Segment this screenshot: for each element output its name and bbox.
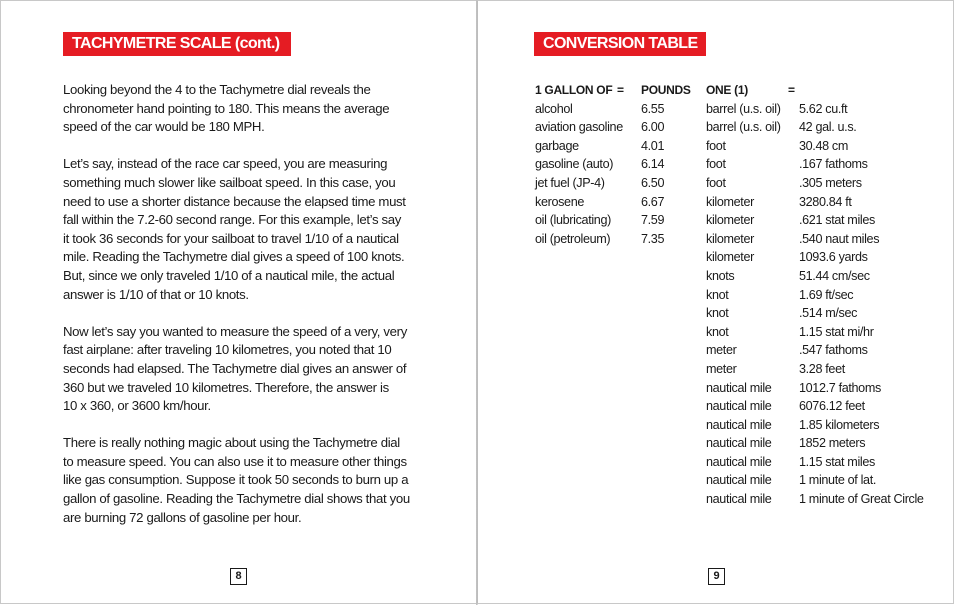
unit-cell: nautical mile: [706, 380, 772, 395]
unit-cell: foot: [706, 175, 726, 190]
pounds-value-cell: 6.55: [641, 101, 665, 116]
equivalent-cell: .514 m/sec: [799, 306, 858, 321]
pounds-value-cell: 6.00: [641, 120, 665, 135]
right-page: [477, 0, 954, 604]
equivalent-cell: 1 minute of lat.: [799, 473, 877, 488]
unit-cell: nautical mile: [706, 492, 772, 507]
page-number: 9: [708, 568, 725, 585]
equivalent-cell: .305 meters: [799, 175, 862, 190]
gallon-item-cell: oil (lubricating): [535, 213, 611, 228]
equivalent-cell: 42 gal. u.s.: [799, 120, 857, 135]
unit-cell: nautical mile: [706, 399, 772, 414]
gallon-item-cell: alcohol: [535, 101, 573, 116]
gallon-item-cell: aviation gasoline: [535, 120, 623, 135]
equivalent-cell: 1.69 ft/sec: [799, 287, 854, 302]
equivalent-cell: 3280.84 ft: [799, 194, 852, 209]
gallon-item-cell: garbage: [535, 138, 579, 153]
gallon-item-cell: oil (petroleum): [535, 231, 611, 246]
equivalent-cell: 3.28 feet: [799, 361, 845, 376]
equivalent-cell: 1852 meters: [799, 436, 866, 451]
unit-cell: knot: [706, 287, 729, 302]
unit-cell: foot: [706, 138, 726, 153]
unit-cell: knots: [706, 268, 735, 283]
equivalent-cell: 1.15 stat mi/hr: [799, 324, 874, 339]
equivalent-cell: 6076.12 feet: [799, 399, 865, 414]
equivalent-cell: 1093.6 yards: [799, 250, 868, 265]
unit-cell: barrel (u.s. oil): [706, 101, 781, 116]
equivalent-cell: .540 naut miles: [799, 231, 880, 246]
unit-cell: nautical mile: [706, 417, 772, 432]
page-number: 8: [230, 568, 247, 585]
paragraph: There is really nothing magic about using the Tachymetre dial to measure speed. You can also use it to measure other things like gas consumption. Suppose it took 50 seconds to burn up a gallon of gasoline. Reading the Tachymetre dial shows that you are burning 72 gallons of gasoline per hour.: [63, 435, 410, 525]
unit-cell: knot: [706, 324, 729, 339]
section-heading: TACHYMETRE SCALE (cont.): [63, 32, 291, 56]
pounds-value-cell: 7.35: [641, 231, 665, 246]
pounds-value-cell: 6.50: [641, 175, 665, 190]
gallon-header-pounds: POUNDS: [641, 83, 691, 97]
unit-cell: meter: [706, 361, 737, 376]
conversion-header-equals: =: [788, 83, 795, 97]
gallon-header-label: 1 GALLON OF: [535, 83, 613, 97]
unit-cell: nautical mile: [706, 454, 772, 469]
gallon-item-cell: kerosene: [535, 194, 585, 209]
gallon-item-cell: gasoline (auto): [535, 157, 614, 172]
unit-cell: knot: [706, 306, 729, 321]
conversion-header-label: ONE (1): [706, 83, 748, 97]
pounds-value-cell: 4.01: [641, 138, 665, 153]
section-heading: CONVERSION TABLE: [534, 32, 706, 56]
equivalent-cell: .547 fathoms: [799, 343, 868, 358]
pounds-value-cell: 7.59: [641, 213, 665, 228]
unit-cell: kilometer: [706, 194, 754, 209]
equivalent-cell: 51.44 cm/sec: [799, 268, 870, 283]
unit-cell: nautical mile: [706, 436, 772, 451]
pounds-value-cell: 6.67: [641, 194, 665, 209]
gallon-header-equals: =: [617, 83, 624, 97]
paragraph: Now let’s say you wanted to measure the speed of a very, very fast airplane: after traveling 10 kilometres, you noted that 10 seconds had elapsed. The Tachymetre dial gives an answer of 360 but we traveled 10 kilometres. Therefore, the answer is 10 x 360, or 3600 km/hour.: [63, 323, 407, 414]
equivalent-cell: 30.48 cm: [799, 138, 849, 153]
equivalent-cell: 1.85 kilometers: [799, 417, 880, 432]
paragraph: Let’s say, instead of the race car speed, you are measuring something much slower like sailboat speed. In this case, you need to use a shorter distance because the elapsed time must fall within the 7.2-60 second range. For this example, let’s say it took 36 seconds for your sailboat to travel 1/10 of a nautical mile. Reading the Tachymetre dial gives a speed of 100 knots. But, since we only traveled 1/10 of a nautical mile, the actual answer is 1/10 of that or 10 knots.: [63, 156, 406, 302]
unit-cell: meter: [706, 343, 737, 358]
unit-cell: kilometer: [706, 213, 754, 228]
unit-cell: barrel (u.s. oil): [706, 120, 781, 135]
equivalent-cell: 1 minute of Great Circle: [799, 492, 924, 507]
paragraph: Looking beyond the 4 to the Tachymetre dial reveals the chronometer hand pointing to 180. This means the average speed of the car would be 180 MPH.: [63, 82, 390, 135]
equivalent-cell: .621 stat miles: [799, 213, 875, 228]
unit-cell: kilometer: [706, 250, 754, 265]
equivalent-cell: 1012.7 fathoms: [799, 380, 881, 395]
equivalent-cell: 1.15 stat miles: [799, 454, 875, 469]
equivalent-cell: .167 fathoms: [799, 157, 868, 172]
unit-cell: foot: [706, 157, 726, 172]
body-text: [63, 81, 423, 546]
unit-cell: kilometer: [706, 231, 754, 246]
left-page: [0, 0, 477, 604]
gallon-item-cell: jet fuel (JP-4): [535, 175, 605, 190]
equivalent-cell: 5.62 cu.ft: [799, 101, 848, 116]
pounds-value-cell: 6.14: [641, 157, 665, 172]
unit-cell: nautical mile: [706, 473, 772, 488]
